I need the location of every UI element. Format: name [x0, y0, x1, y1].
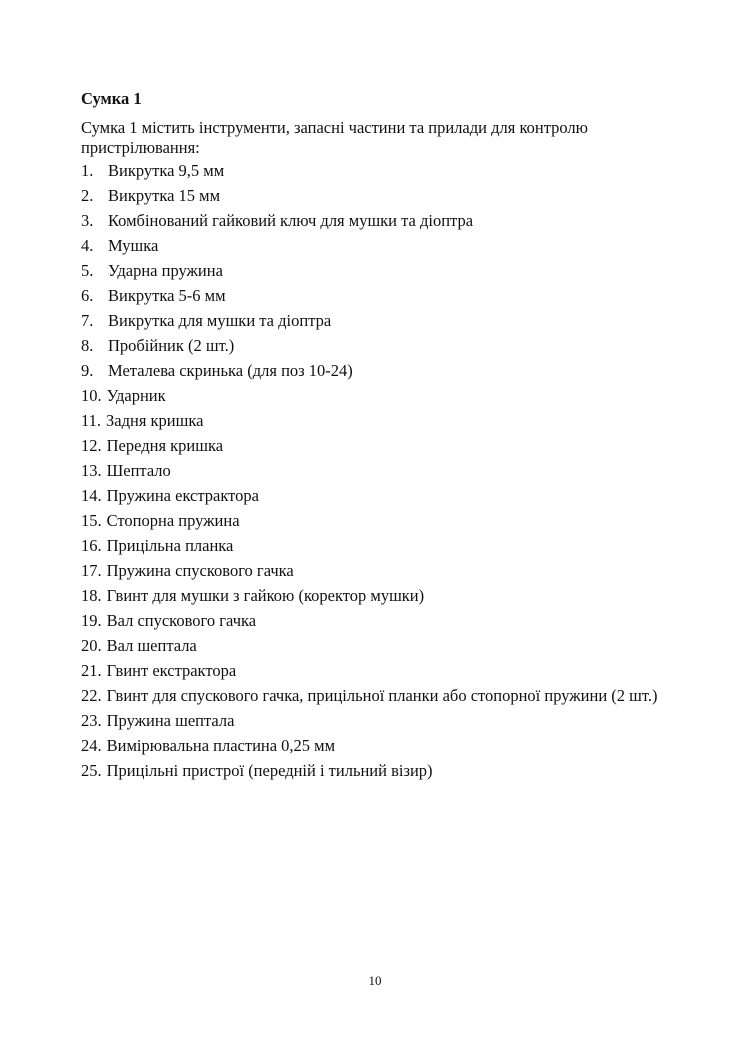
list-item — [81, 611, 671, 631]
item-number: 16. — [81, 536, 102, 555]
item-number: 6. — [81, 286, 94, 305]
item-number: 24. — [81, 736, 102, 755]
page-number: 10 — [368, 973, 382, 988]
item-number: 23. — [81, 711, 102, 730]
list-item — [81, 336, 671, 356]
item-text: Прицільна планка — [106, 536, 234, 555]
item-text: Вимірювальна пластина 0,25 мм — [106, 736, 336, 755]
item-number: 13. — [81, 461, 102, 480]
list-item — [81, 161, 671, 181]
item-text: Пружина екстрактора — [106, 486, 259, 505]
item-text: Ударна пружина — [108, 261, 223, 280]
list-item — [81, 661, 671, 681]
list-item — [81, 561, 671, 581]
item-text: Пружина спускового гачка — [106, 561, 294, 580]
item-text: Задня кришка — [106, 411, 204, 430]
item-number: 11. — [81, 411, 102, 430]
list-item — [81, 461, 671, 481]
list-item — [81, 711, 671, 731]
list-item — [81, 436, 671, 456]
list-item — [81, 186, 671, 206]
list-item — [81, 761, 671, 781]
item-text: Викрутка 15 мм — [108, 186, 221, 205]
item-text: Мушка — [108, 236, 159, 255]
list-item — [81, 311, 671, 331]
item-text: Шептало — [106, 461, 171, 480]
section-heading: Сумка 1 — [81, 89, 142, 108]
item-number: 15. — [81, 511, 102, 530]
item-number: 20. — [81, 636, 102, 655]
item-number: 25. — [81, 761, 102, 780]
item-number: 21. — [81, 661, 102, 680]
item-number: 18. — [81, 586, 102, 605]
item-number: 7. — [81, 311, 94, 330]
item-text: Ударник — [106, 386, 166, 405]
item-number: 5. — [81, 261, 94, 280]
item-number: 19. — [81, 611, 102, 630]
item-text: Вал спускового гачка — [106, 611, 257, 630]
item-number: 4. — [81, 236, 94, 255]
list-item — [81, 261, 671, 281]
item-text: Стопорна пружина — [106, 511, 240, 530]
list-item — [81, 511, 671, 531]
item-text: Прицільні пристрої (передній і тильний візир) — [106, 761, 433, 780]
list-item — [81, 736, 671, 756]
items-list — [81, 161, 671, 781]
item-text: Пружина шептала — [106, 711, 235, 730]
list-item — [81, 236, 671, 256]
item-text: Вал шептала — [106, 636, 197, 655]
item-text: Гвинт екстрактора — [106, 661, 237, 680]
item-number: 2. — [81, 186, 94, 205]
item-text: Гвинт для мушки з гайкою (коректор мушки) — [106, 586, 425, 605]
item-text: Пробійник (2 шт.) — [108, 336, 235, 355]
item-text: Гвинт для спускового гачка, прицільної планки або стопорної пружини (2 шт.) — [106, 686, 658, 705]
list-item — [81, 536, 671, 556]
list-item — [81, 211, 671, 231]
item-text: Комбінований гайковий ключ для мушки та діоптра — [108, 211, 474, 230]
item-number: 10. — [81, 386, 102, 405]
item-text: Викрутка 5-6 мм — [108, 286, 226, 305]
item-text: Викрутка 9,5 мм — [108, 161, 225, 180]
item-number: 9. — [81, 361, 94, 380]
item-text: Викрутка для мушки та діоптра — [108, 311, 332, 330]
list-item — [81, 636, 671, 656]
item-number: 8. — [81, 336, 94, 355]
list-item — [81, 386, 671, 406]
item-number: 12. — [81, 436, 102, 455]
item-number: 3. — [81, 211, 94, 230]
item-number: 1. — [81, 161, 94, 180]
list-item — [81, 686, 671, 706]
list-item — [81, 586, 671, 606]
intro-paragraph: Сумка 1 містить інструменти, запасні частини та прилади для контролю пристрілювання: — [81, 118, 588, 157]
document-content — [81, 89, 671, 786]
list-item — [81, 486, 671, 506]
list-item — [81, 286, 671, 306]
list-item — [81, 411, 671, 431]
item-text: Передня кришка — [106, 436, 224, 455]
item-text: Металева скринька (для поз 10-24) — [108, 361, 353, 380]
item-number: 22. — [81, 686, 102, 705]
item-number: 14. — [81, 486, 102, 505]
item-number: 17. — [81, 561, 102, 580]
list-item — [81, 361, 671, 381]
